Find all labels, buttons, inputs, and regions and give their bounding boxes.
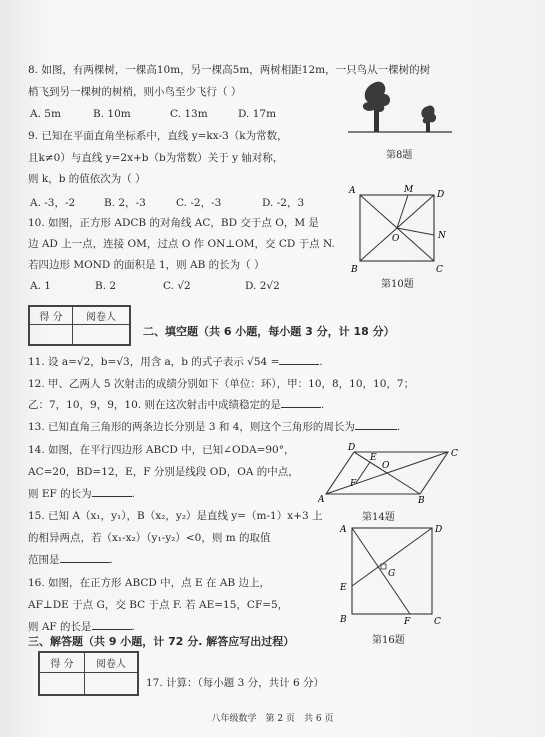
q16-caption: 第16题 (372, 635, 405, 646)
q10-label-a: A (349, 186, 356, 196)
score-label: 得 分 (30, 307, 73, 325)
grader-cell[interactable] (73, 325, 130, 345)
q10-label-m: M (404, 185, 414, 195)
grader-cell-2[interactable] (85, 673, 138, 695)
q12-line1: 12. 甲、乙两人 5 次射击的成绩分别如下（单位：环），甲：10，8，10，10，7； (28, 378, 415, 390)
q13-line: 13. 已知直角三角形的两条边长分别是 3 和 4，则这个三角形的周长为 . (28, 421, 401, 433)
q10-option-a: A. 1 (30, 280, 51, 292)
q9-line1: 9. 已知在平面直角坐标系中，直线 y=kx-3（k为常数， (28, 130, 288, 142)
score-box-1 (28, 305, 131, 346)
q10-label-b: B (351, 265, 358, 275)
q14-line3: 则 EF 的长为 . (28, 488, 135, 500)
q10-option-d: D. 2√2 (245, 280, 280, 292)
q16-text: 则 AF 的长是 (28, 621, 92, 633)
q14-label-d: D (348, 443, 356, 453)
q13-answer-blank[interactable] (355, 429, 397, 430)
score-cell-2[interactable] (40, 673, 85, 695)
q16-label-c: C (434, 617, 441, 627)
q12-text: 乙：7，10，9，9，10. 则在这次射击中成绩稳定的是 (28, 399, 281, 411)
q15-line1: 15. 已知 A（x₁，y₁），B（x₂，y₂）是直线 y=（m-1）x+3 上 (28, 510, 323, 522)
q8-option-d: D. 17m (238, 108, 277, 120)
q9-option-d: D. -2，3 (262, 197, 305, 209)
q10-line1: 10. 如图，正方形 ADCB 的对角线 AC，BD 交于点 O，M 是 (28, 217, 319, 229)
q14-label-c: C (451, 449, 458, 459)
q9-line2: 且k≠0）与直线 y=2x+b（b为常数）关于 y 轴对称， (28, 152, 284, 164)
q14-text: 则 EF 的长为 (28, 488, 92, 500)
q11-line: 11. 设 a=√2，b=√3，用含 a，b 的式子表示 √54 = . (28, 356, 323, 368)
q14-label-b: B (418, 496, 425, 504)
q12-line2: 乙：7，10，9，9，10. 则在这次射击中成绩稳定的是 . (28, 399, 325, 411)
q14-parallelogram-figure (318, 440, 464, 504)
score-cell[interactable] (30, 325, 73, 345)
grader-label-2: 阅卷人 (85, 653, 138, 673)
q16-label-a: A (340, 525, 347, 535)
q10-line2: 边 AD 上一点，连接 OM，过点 O 作 ON⊥OM，交 CD 于点 N. (28, 238, 335, 250)
q14-caption: 第14题 (362, 512, 395, 523)
score-box-2 (38, 651, 139, 696)
q15-line2: 的相异两点，若（x₁-x₂）（y₁-y₂）<0，则 m 的取值 (28, 532, 271, 544)
q16-square-figure (334, 520, 446, 628)
q8-line1: 8. 如图，有两棵树，一棵高10m，另一棵高5m，两树相距12m，一只鸟从一棵树的树 (28, 64, 431, 76)
q15-answer-blank[interactable] (60, 562, 110, 563)
q14-label-e: E (370, 453, 377, 463)
q10-caption: 第10题 (381, 279, 414, 290)
q16-label-e: E (340, 583, 347, 593)
q16-label-g: G (388, 569, 396, 579)
q11-answer-blank[interactable] (279, 364, 319, 365)
q10-label-o: O (392, 234, 400, 244)
q8-option-c: C. 13m (170, 108, 208, 120)
q8-trees-figure (348, 78, 452, 140)
q13-text: 13. 已知直角三角形的两条边长分别是 3 和 4，则这个三角形的周长为 (28, 421, 355, 433)
q12-answer-blank[interactable] (281, 407, 321, 408)
q14-line2: AC=20，BD=12，E，F 分别是线段 OD，OA 的中点， (28, 466, 299, 478)
grader-label: 阅卷人 (73, 307, 130, 325)
q15-text: 范围是 (28, 554, 60, 566)
section-fill-heading: 二、填空题（共 6 小题，每小题 3 分，计 18 分） (143, 325, 395, 338)
q9-option-a: A. -3，-2 (30, 197, 76, 209)
section-answer-heading: 三、解答题（共 9 小题，计 72 分. 解答应写出过程） (28, 635, 295, 648)
q14-label-f: F (350, 479, 357, 489)
q9-line3: 则 k，b 的值依次为（ ） (28, 173, 146, 185)
q17-line: 17. 计算：（每小题 3 分，共计 6 分） (146, 677, 324, 689)
q16-label-d: D (435, 525, 443, 535)
q16-label-f: F (404, 617, 411, 627)
q8-caption: 第8题 (386, 150, 413, 161)
q10-option-b: B. 2 (95, 280, 117, 292)
score-label-2: 得 分 (40, 653, 85, 673)
q16-line1: 16. 如图，在正方形 ABCD 中，点 E 在 AB 边上， (28, 577, 270, 589)
q16-answer-blank[interactable] (92, 629, 132, 630)
q10-label-d: D (437, 190, 445, 200)
q10-label-n: N (438, 231, 446, 241)
q10-line3: 若四边形 MOND 的面积是 1，则 AB 的长为（ ） (28, 259, 265, 271)
q9-option-b: B. 2，-3 (104, 197, 146, 209)
q11-text: 11. 设 a=√2，b=√3，用含 a，b 的式子表示 √54 = (28, 356, 280, 368)
page-footer: 八年级数学 第 2 页 共 6 页 (211, 714, 334, 724)
q8-option-a: A. 5m (30, 108, 61, 120)
q16-line3: 则 AF 的长是 . (28, 621, 135, 633)
q9-option-c: C. -2，-3 (176, 197, 222, 209)
q14-label-o: O (382, 461, 390, 471)
q15-line3: 范围是 . (28, 554, 113, 566)
q14-label-a: A (318, 495, 325, 504)
q10-label-c: C (436, 265, 443, 275)
q10-square-figure (346, 183, 456, 275)
q16-label-b: B (340, 615, 347, 625)
q14-answer-blank[interactable] (92, 496, 132, 497)
q8-option-b: B. 10m (93, 108, 131, 120)
q8-line2: 梢飞到另一棵树的树梢，则小鸟至少飞行（ ） (28, 86, 242, 98)
q14-line1: 14. 如图，在平行四边形 ABCD 中，已知∠ODA=90°， (28, 444, 295, 456)
q16-line2: AF⊥DE 于点 G，交 BC 于点 F. 若 AE=15，CF=5， (28, 599, 289, 611)
q10-option-c: C. √2 (163, 280, 191, 292)
